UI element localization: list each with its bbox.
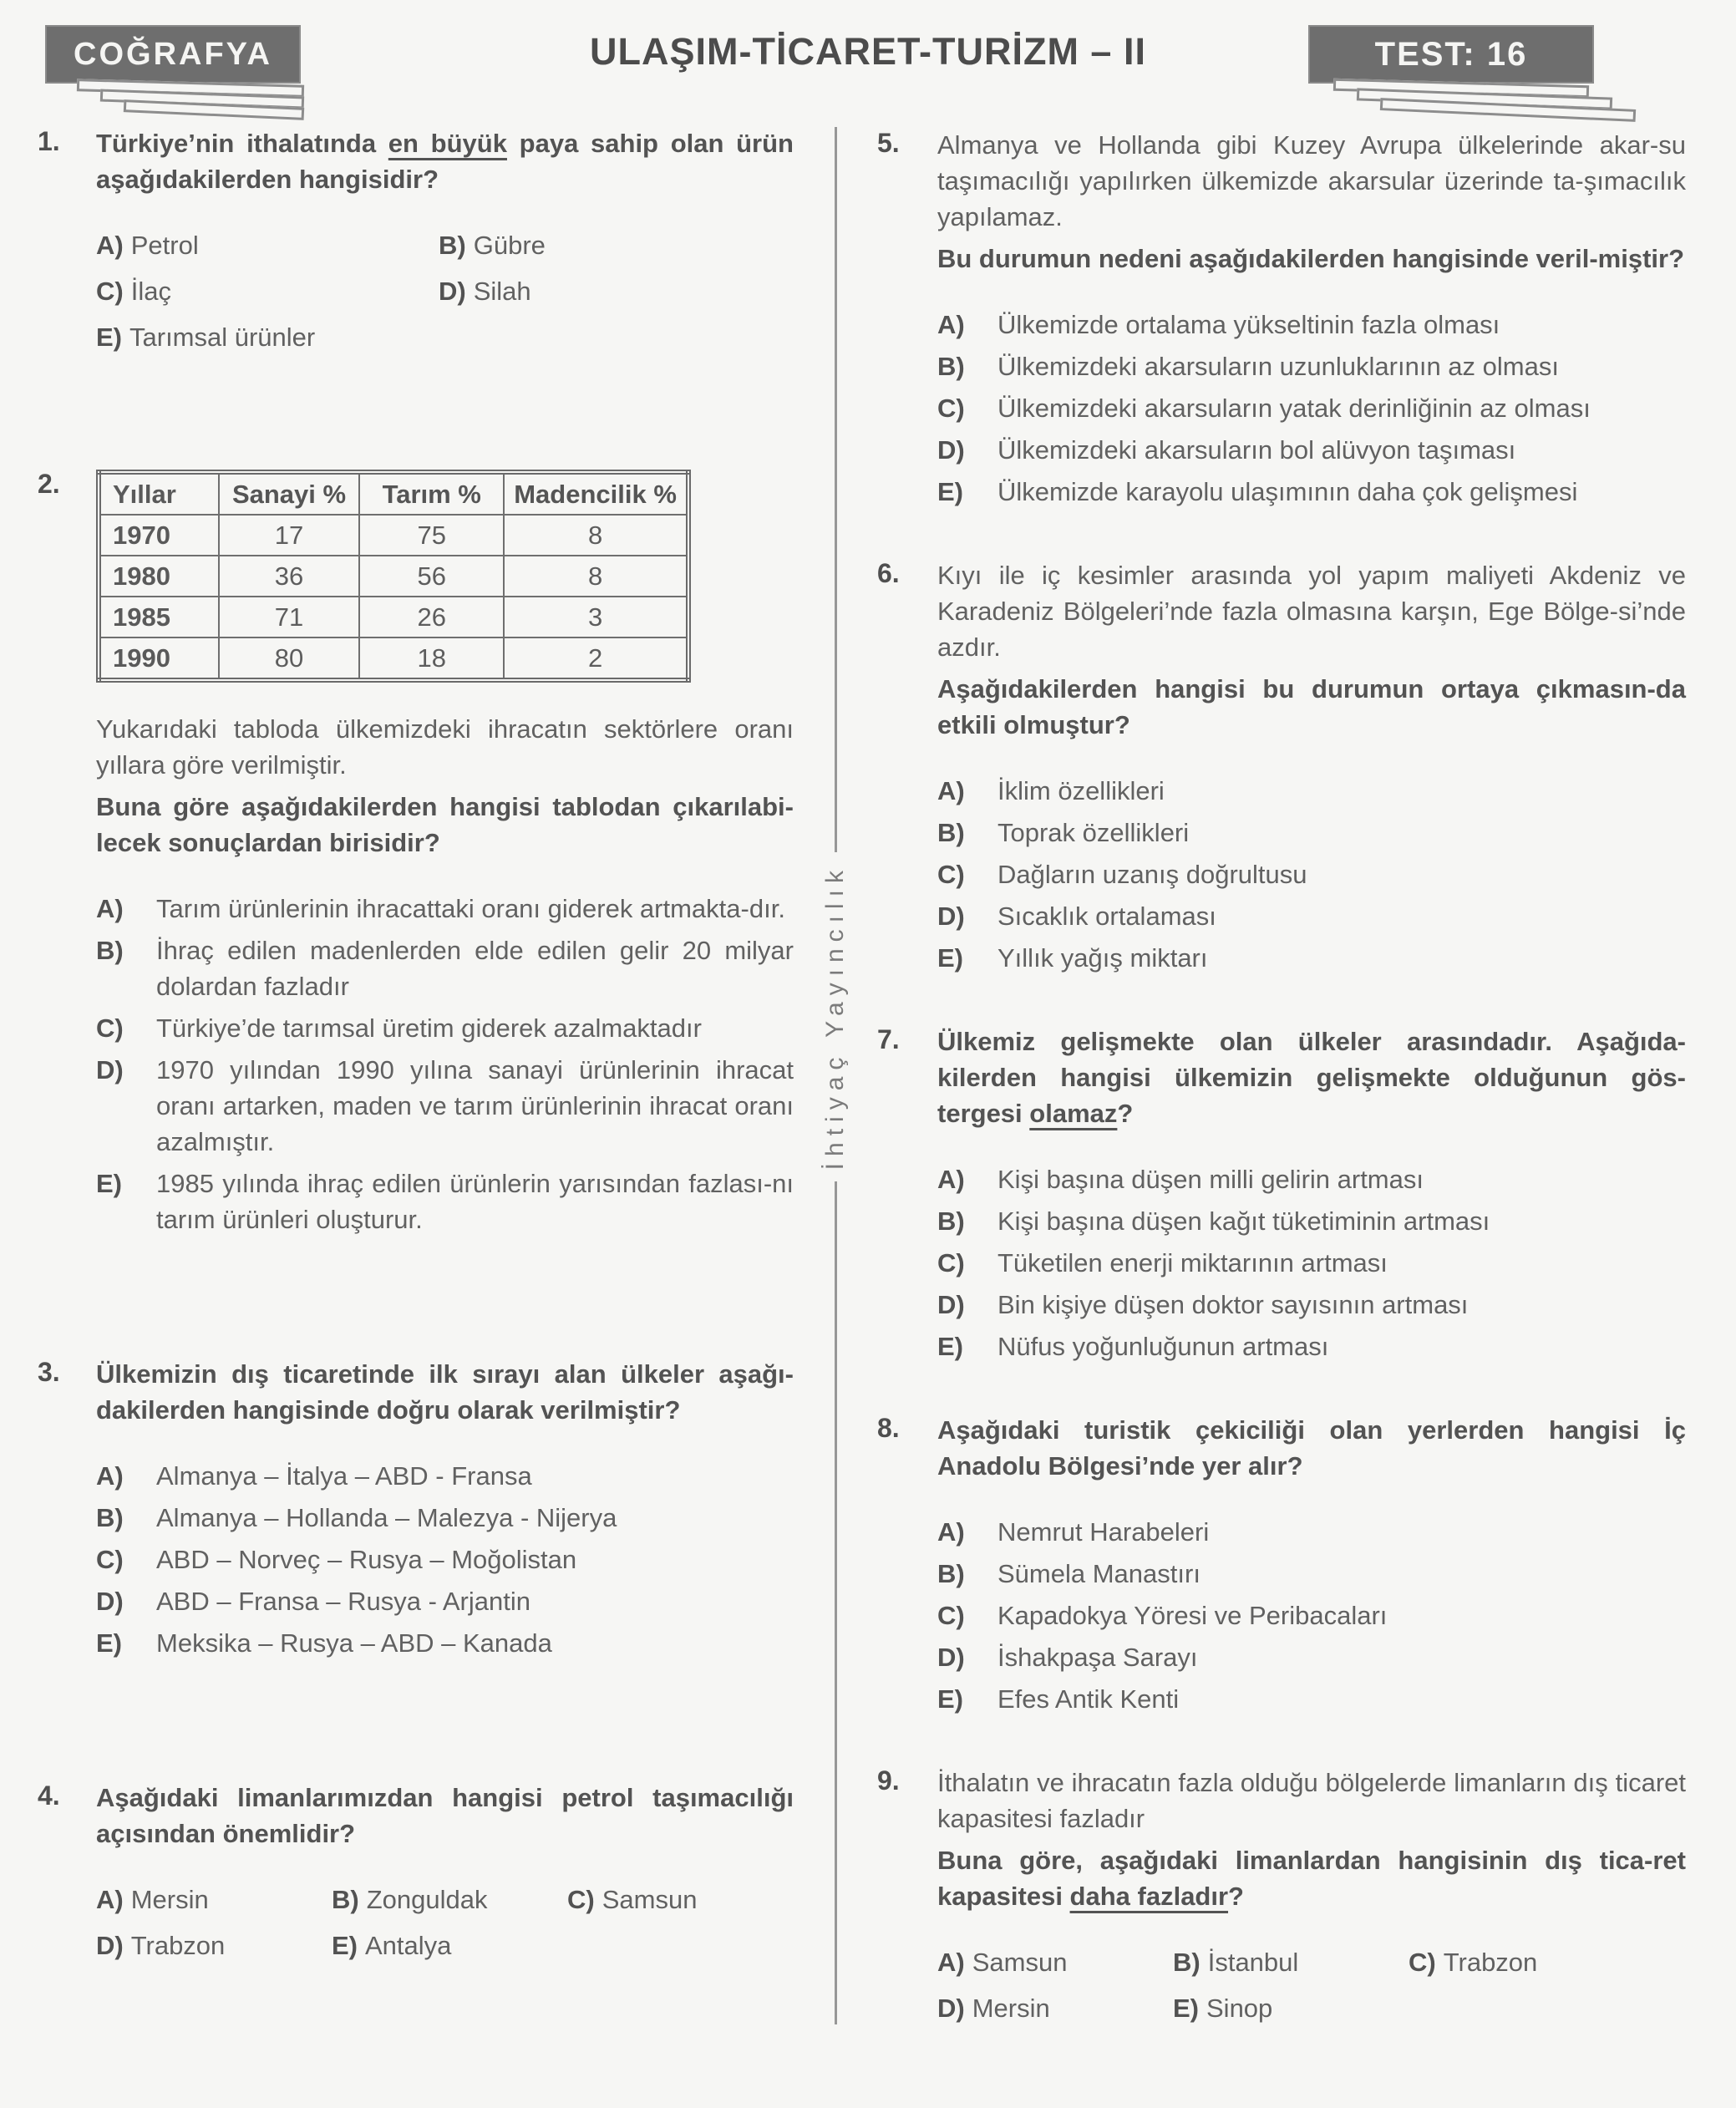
option-text: ABD – Fransa – Rusya - Arjantin — [156, 1587, 530, 1616]
option-label: A) — [937, 1165, 965, 1194]
option-label: A) — [937, 776, 965, 805]
question-body — [937, 1765, 1686, 2026]
option-text: Dağların uzanış doğrultusu — [997, 860, 1307, 889]
options — [937, 1514, 1686, 1717]
question-text — [937, 671, 1686, 743]
option-B — [96, 932, 794, 1004]
option-D — [937, 1990, 1173, 2026]
question-text — [96, 125, 794, 197]
question-number: 8. — [877, 1413, 900, 1443]
option-E — [937, 940, 1686, 976]
option-D — [937, 1639, 1686, 1675]
question-3 — [38, 1356, 794, 1667]
question-body — [937, 127, 1686, 516]
table-header-cell: Tarım % — [359, 472, 504, 515]
option-E — [96, 1625, 794, 1661]
option-C — [937, 856, 1686, 892]
table-row — [99, 556, 688, 597]
option-text: Samsun — [602, 1885, 698, 1914]
option-label: E) — [332, 1931, 358, 1960]
column-divider — [794, 117, 877, 2108]
option-label: D) — [937, 902, 965, 931]
option-A — [937, 307, 1686, 343]
option-B — [439, 227, 794, 263]
option-D — [96, 1052, 794, 1160]
table-cell: 18 — [359, 637, 504, 680]
option-text: Toprak özellikleri — [997, 818, 1190, 847]
option-label: E) — [937, 477, 963, 506]
option-label: E) — [937, 1684, 963, 1714]
divider-line-top — [835, 127, 837, 852]
question-number: 1. — [38, 126, 60, 156]
table-cell: 80 — [219, 637, 360, 680]
option-text: Tarımsal ürünler — [129, 323, 316, 352]
publisher-vertical-text: İhtiyaç Yayıncılık — [821, 864, 849, 1171]
text-segment: Ülkemizin dış ticaretinde ilk sırayı alan ülkeler aşağı-dakilerden hangisinde doğru olarak verilmiştir? — [96, 1359, 794, 1425]
option-text: Nemrut Harabeleri — [997, 1517, 1210, 1547]
text-segment: Yukarıdaki tabloda ülkemizdeki ihracatın sektörlere oranı yıllara göre verilmiştir. — [96, 714, 794, 780]
option-text: Ülkemizdeki akarsuların yatak derinliğinin az olması — [997, 394, 1591, 423]
left-column — [38, 117, 794, 2108]
question-body — [937, 1024, 1686, 1370]
options — [96, 1458, 794, 1661]
option-label: B) — [937, 1206, 965, 1236]
question-4 — [38, 1780, 794, 1963]
table-row — [99, 515, 688, 556]
options — [937, 773, 1686, 976]
option-label: B) — [96, 1503, 124, 1532]
question-number: 2. — [38, 469, 60, 499]
option-text: Ülkemizde ortalama yükseltinin fazla olması — [997, 310, 1500, 339]
option-A — [937, 1161, 1686, 1197]
question-text — [937, 127, 1686, 235]
question-body — [96, 1780, 794, 1963]
option-label: E) — [937, 1332, 963, 1361]
option-label: E) — [1173, 1994, 1199, 2023]
option-text: Zonguldak — [366, 1885, 488, 1914]
option-C — [96, 1542, 794, 1577]
option-label: B) — [96, 936, 124, 965]
option-text: 1985 yılında ihraç edilen ürünlerin yarısından fazlası-nı tarım ürünleri oluşturur. — [156, 1169, 794, 1234]
option-A — [96, 227, 439, 263]
text-segment: Buna göre, aşağıdaki limanlardan hangisinin dış tica-ret kapasitesi — [937, 1846, 1686, 1911]
options — [937, 1161, 1686, 1364]
text-segment: Almanya ve Hollanda gibi Kuzey Avrupa ülkelerinde akar-su taşımacılığı yapılırken ülkemizde akarsular üzerinde ta-şımacılık yapılamaz. — [937, 130, 1686, 231]
text-segment: Buna göre aşağıdakilerden hangisi tablodan çıkarılabi-lecek sonuçlardan birisidir? — [96, 792, 794, 857]
table-cell: 17 — [219, 515, 360, 556]
question-text — [937, 1765, 1686, 1836]
option-text: Sümela Manastırı — [997, 1559, 1200, 1588]
option-text: Trabzon — [1443, 1948, 1538, 1977]
table-cell: 3 — [504, 597, 688, 637]
text-segment: Aşağıdakilerden hangisi bu durumun ortaya çıkmasın-da etkili olmuştur? — [937, 674, 1686, 739]
option-text: ABD – Norveç – Rusya – Moğolistan — [156, 1545, 577, 1574]
option-D — [439, 273, 794, 309]
option-label: B) — [1173, 1948, 1200, 1977]
question-text — [96, 1356, 794, 1428]
options — [937, 307, 1686, 510]
right-column — [877, 117, 1686, 2108]
table-cell: 75 — [359, 515, 504, 556]
option-E — [1173, 1990, 1409, 2026]
option-text: Ülkemizde karayolu ulaşımının daha çok gelişmesi — [997, 477, 1578, 506]
option-text: Tarım ürünlerinin ihracattaki oranı giderek artmakta-dır. — [156, 894, 785, 923]
text-segment: Bu durumun nedeni aşağıdakilerden hangisinde veril-miştir? — [937, 244, 1685, 273]
option-text: Meksika – Rusya – ABD – Kanada — [156, 1628, 552, 1658]
option-A — [96, 1882, 332, 1918]
option-label: B) — [937, 818, 965, 847]
option-text: İhraç edilen madenlerden elde edilen gelir 20 milyar dolardan fazladır — [156, 936, 794, 1001]
option-text: Trabzon — [130, 1931, 226, 1960]
text-segment: Aşağıdaki turistik çekiciliği olan yerlerden hangisi İç Anadolu Bölgesi’nde yer alır? — [937, 1415, 1686, 1481]
questions-area — [0, 117, 1736, 2108]
page-header — [0, 0, 1736, 117]
option-text: Almanya – Hollanda – Malezya - Nijerya — [156, 1503, 617, 1532]
option-text: 1970 yılından 1990 yılına sanayi ürünlerinin ihracat oranı artarken, maden ve tarım ürünlerinin ihracat oranı azalmıştır. — [156, 1055, 794, 1156]
option-label: A) — [937, 1948, 965, 1977]
question-number: 4. — [38, 1780, 60, 1811]
option-text: İlaç — [130, 277, 171, 306]
subject-badge: COĞRAFYA — [47, 27, 299, 82]
options — [96, 1882, 794, 1963]
option-label: A) — [96, 1461, 124, 1491]
option-text: Ülkemizdeki akarsuların uzunluklarının az olması — [997, 352, 1559, 381]
option-text: Efes Antik Kenti — [997, 1684, 1180, 1714]
question-number: 3. — [38, 1357, 60, 1387]
question-1 — [38, 125, 794, 355]
option-label: E) — [937, 943, 963, 973]
option-label: D) — [96, 1055, 124, 1084]
option-label: E) — [96, 323, 122, 352]
question-2 — [38, 468, 794, 1243]
option-E — [937, 1328, 1686, 1364]
question-body — [937, 1412, 1686, 1723]
question-text — [937, 1842, 1686, 1914]
question-body — [96, 468, 794, 1243]
option-text: İstanbul — [1207, 1948, 1299, 1977]
option-label: C) — [96, 277, 124, 306]
text-segment: İthalatın ve ihracatın fazla olduğu bölgelerde limanların dış ticaret kapasitesi fazladır — [937, 1768, 1686, 1833]
option-text: Mersin — [972, 1994, 1050, 2023]
option-C — [96, 1010, 794, 1046]
option-label: D) — [96, 1931, 124, 1960]
option-B — [937, 815, 1686, 851]
table-cell: 71 — [219, 597, 360, 637]
table-cell: 1970 — [99, 515, 219, 556]
option-text: Sıcaklık ortalaması — [997, 902, 1216, 931]
option-text: Kişi başına düşen milli gelirin artması — [997, 1165, 1424, 1194]
option-text: Samsun — [972, 1948, 1068, 1977]
option-B — [96, 1500, 794, 1536]
option-label: C) — [937, 394, 965, 423]
underlined-phrase: olamaz — [1029, 1099, 1118, 1128]
table-cell: 8 — [504, 515, 688, 556]
option-text: Türkiye’de tarımsal üretim giderek azalmaktadır — [156, 1013, 702, 1043]
question-8 — [877, 1412, 1686, 1723]
text-segment: Kıyı ile iç kesimler arasında yol yapım maliyeti Akdeniz ve Karadeniz Bölgeleri’nde fazla olmasına karşın, Ege Bölge-si’nde azdır. — [937, 561, 1686, 662]
option-label: C) — [937, 1248, 965, 1277]
option-B — [1173, 1944, 1409, 1980]
option-text: Kişi başına düşen kağıt tüketiminin artması — [997, 1206, 1490, 1236]
option-C — [937, 390, 1686, 426]
table-row — [99, 597, 688, 637]
option-B — [937, 1556, 1686, 1592]
option-label: D) — [937, 435, 965, 465]
option-text: Kapadokya Yöresi ve Peribacaları — [997, 1601, 1388, 1630]
sector-export-table — [96, 470, 691, 683]
option-label: C) — [1409, 1948, 1436, 1977]
option-A — [937, 1514, 1686, 1550]
option-text: Almanya – İtalya – ABD - Fransa — [156, 1461, 532, 1491]
table-cell: 36 — [219, 556, 360, 597]
option-label: D) — [937, 1643, 965, 1672]
option-D — [937, 432, 1686, 468]
table-cell: 8 — [504, 556, 688, 597]
option-D — [937, 898, 1686, 934]
option-text: Silah — [473, 277, 531, 306]
question-text — [937, 1412, 1686, 1484]
test-badge: TEST: 16 — [1310, 27, 1592, 82]
table-cell: 1985 — [99, 597, 219, 637]
text-segment: paya sahip olan ürün aşağıdakilerden hangisidir? — [96, 129, 794, 194]
question-text — [937, 1024, 1686, 1131]
table-cell: 2 — [504, 637, 688, 680]
table-header-cell: Madencilik % — [504, 472, 688, 515]
options — [96, 227, 794, 355]
option-text: İshakpaşa Sarayı — [997, 1643, 1198, 1672]
question-7 — [877, 1024, 1686, 1370]
option-text: Bin kişiye düşen doktor sayısının artması — [997, 1290, 1469, 1319]
option-text: Tüketilen enerji miktarının artması — [997, 1248, 1388, 1277]
question-text — [96, 789, 794, 861]
option-text: Petrol — [130, 231, 199, 260]
option-label: D) — [937, 1290, 965, 1319]
option-E — [96, 1166, 794, 1237]
question-text — [96, 711, 794, 783]
option-C — [96, 273, 439, 309]
options — [937, 1944, 1686, 2026]
text-segment: ? — [1117, 1099, 1134, 1128]
question-body — [937, 557, 1686, 982]
option-E — [937, 474, 1686, 510]
option-text: Gübre — [473, 231, 546, 260]
option-E — [332, 1928, 567, 1963]
option-label: D) — [937, 1994, 965, 2023]
option-A — [937, 1944, 1173, 1980]
option-C — [937, 1598, 1686, 1633]
option-label: E) — [96, 1628, 122, 1658]
option-D — [96, 1928, 332, 1963]
question-5 — [877, 127, 1686, 516]
question-text — [937, 557, 1686, 665]
question-6 — [877, 557, 1686, 982]
option-label: C) — [937, 1601, 965, 1630]
table-cell: 26 — [359, 597, 504, 637]
option-B — [332, 1882, 567, 1918]
text-segment: Türkiye’nin ithalatında — [96, 129, 388, 158]
text-segment: ? — [1228, 1882, 1244, 1911]
question-text — [937, 241, 1686, 277]
table-cell: 1980 — [99, 556, 219, 597]
option-E — [937, 1681, 1686, 1717]
option-A — [96, 1458, 794, 1494]
text-segment: Aşağıdaki limanlarımızdan hangisi petrol taşımacılığı açısından önemlidir? — [96, 1783, 794, 1848]
option-label: C) — [96, 1013, 124, 1043]
option-label: B) — [439, 231, 466, 260]
option-label: C) — [937, 860, 965, 889]
option-text: İklim özellikleri — [997, 776, 1165, 805]
option-text: Sinop — [1206, 1994, 1273, 2023]
option-label: D) — [439, 277, 466, 306]
option-A — [96, 891, 794, 927]
page-title: ULAŞIM-TİCARET-TURİZM – II — [590, 30, 1146, 73]
option-C — [1409, 1944, 1686, 1980]
underlined-phrase: en büyük — [388, 129, 507, 158]
option-label: E) — [96, 1169, 122, 1198]
question-9 — [877, 1765, 1686, 2026]
table-cell: 1990 — [99, 637, 219, 680]
question-body — [96, 125, 794, 355]
option-text: Ülkemizdeki akarsuların bol alüvyon taşıması — [997, 435, 1516, 465]
option-label: A) — [96, 231, 124, 260]
option-C — [567, 1882, 794, 1918]
question-number: 6. — [877, 558, 900, 588]
option-label: C) — [96, 1545, 124, 1574]
option-label: B) — [332, 1885, 359, 1914]
option-text: Nüfus yoğunluğunun artması — [997, 1332, 1329, 1361]
question-body — [96, 1356, 794, 1667]
option-text: Antalya — [365, 1931, 452, 1960]
table-row — [99, 637, 688, 680]
option-label: B) — [937, 352, 965, 381]
table-header-cell: Sanayi % — [219, 472, 360, 515]
text-segment: Ülkemiz gelişmekte olan ülkeler arasındadır. Aşağıda-kilerden hangisi ülkemizin gelişmekte olduğunun gös-tergesi — [937, 1027, 1686, 1128]
option-C — [937, 1245, 1686, 1281]
option-text: Yıllık yağış miktarı — [997, 943, 1208, 973]
option-label: A) — [937, 310, 965, 339]
option-label: D) — [96, 1587, 124, 1616]
option-label: B) — [937, 1559, 965, 1588]
option-D — [96, 1583, 794, 1619]
option-A — [937, 773, 1686, 809]
underlined-phrase: daha fazladır — [1069, 1882, 1229, 1911]
option-text: Mersin — [130, 1885, 209, 1914]
divider-line-bottom — [835, 1181, 837, 2024]
question-text — [96, 1780, 794, 1851]
option-B — [937, 348, 1686, 384]
table-header-row — [99, 472, 688, 515]
question-number: 5. — [877, 128, 900, 158]
option-D — [937, 1287, 1686, 1323]
option-E — [96, 319, 439, 355]
option-B — [937, 1203, 1686, 1239]
table-header-cell: Yıllar — [99, 472, 219, 515]
table-cell: 56 — [359, 556, 504, 597]
option-label: C) — [567, 1885, 595, 1914]
option-label: A) — [96, 894, 124, 923]
question-number: 9. — [877, 1765, 900, 1796]
options — [96, 891, 794, 1237]
option-label: A) — [937, 1517, 965, 1547]
question-number: 7. — [877, 1024, 900, 1054]
option-label: A) — [96, 1885, 124, 1914]
